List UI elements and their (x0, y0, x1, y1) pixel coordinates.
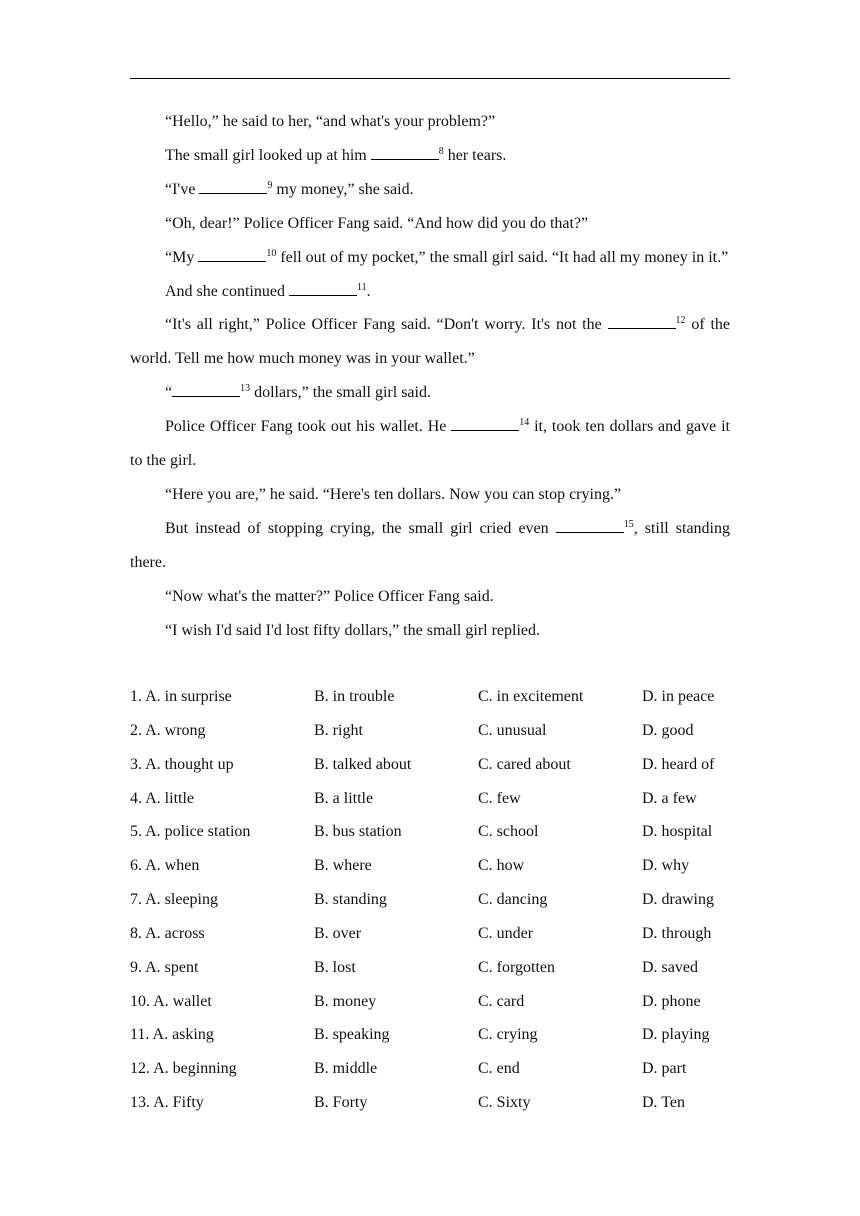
answer-blank[interactable] (371, 147, 439, 160)
paragraph-text: dollars,” the small girl said. (250, 384, 431, 402)
blank-number: 14 (519, 417, 530, 429)
answer-option[interactable]: D. drawing (642, 891, 714, 909)
passage-paragraph (130, 105, 730, 139)
blank-number: 15 (623, 518, 634, 530)
blank-number: 8 (438, 145, 444, 157)
answer-option[interactable]: D. through (642, 924, 712, 942)
answer-option[interactable]: D. hospital (642, 823, 713, 841)
paragraph-text: “I wish I'd said I'd lost fifty dollars,” the small girl replied. (165, 621, 541, 639)
answer-option[interactable]: D. good (642, 721, 694, 739)
answer-option[interactable]: 9. A. spent (130, 958, 199, 976)
answer-blank[interactable] (198, 249, 266, 262)
answer-option[interactable]: 7. A. sleeping (130, 891, 218, 909)
answer-option[interactable]: 1. A. in surprise (130, 688, 232, 705)
answer-option[interactable]: B. talked about (314, 755, 412, 773)
question-options-row (130, 951, 750, 985)
blank-number: 10 (266, 247, 277, 259)
passage-paragraph (130, 410, 730, 478)
paragraph-text: , still standing there. (130, 519, 730, 571)
paragraph-text: fell out of my pocket,” the small girl said. “It had all my money in it.” (276, 248, 729, 266)
answer-option[interactable]: D. saved (642, 958, 698, 976)
answer-option[interactable]: B. bus station (314, 823, 402, 841)
header-rule (130, 78, 730, 79)
question-options-row (130, 714, 750, 748)
answer-option[interactable]: B. lost (314, 958, 356, 976)
answer-option[interactable]: B. over (314, 924, 362, 942)
answer-option[interactable]: 3. A. thought up (130, 755, 234, 773)
answer-option[interactable]: 2. A. wrong (130, 721, 206, 739)
answer-option[interactable]: C. cared about (478, 755, 571, 773)
story-passage (130, 105, 730, 648)
answer-option[interactable]: C. dancing (478, 891, 548, 909)
answer-option[interactable]: C. under (478, 924, 534, 942)
question-options-row (130, 849, 750, 883)
passage-paragraph (130, 478, 730, 512)
answer-option[interactable]: B. standing (314, 891, 387, 909)
paragraph-text: Police Officer Fang took out his wallet. He (165, 418, 452, 436)
question-options-row (130, 815, 750, 849)
answer-blank[interactable] (289, 283, 357, 296)
paragraph-text: “Oh, dear!” Police Officer Fang said. “And how did you do that?” (165, 214, 589, 232)
passage-paragraph (130, 139, 730, 173)
answer-option[interactable]: B. Forty (314, 1094, 368, 1112)
paragraph-text: “Now what's the matter?” Police Officer Fang said. (165, 587, 494, 605)
question-options-row (130, 748, 750, 782)
question-options-row (130, 680, 750, 714)
paragraph-text: my money,” she said. (272, 180, 414, 198)
answer-option[interactable]: 5. A. police station (130, 823, 251, 841)
passage-paragraph (130, 173, 730, 207)
blank-number: 13 (240, 383, 251, 395)
answer-option[interactable]: C. few (478, 789, 521, 807)
answer-option[interactable]: 12. A. beginning (130, 1060, 237, 1078)
answer-option[interactable]: B. middle (314, 1060, 378, 1078)
passage-paragraph (130, 308, 730, 376)
answer-blank[interactable] (556, 520, 624, 533)
blank-number: 9 (267, 179, 273, 191)
paragraph-text: . (366, 282, 371, 300)
paragraph-text: “My (165, 248, 199, 266)
answer-blank[interactable] (608, 316, 676, 329)
paragraph-text: “Hello,” he said to her, “and what's your problem?” (165, 113, 496, 130)
answer-option[interactable]: B. right (314, 721, 363, 739)
answer-option[interactable]: B. speaking (314, 1026, 390, 1044)
answer-option[interactable]: C. how (478, 857, 525, 875)
answer-option[interactable]: C. Sixty (478, 1094, 531, 1112)
answer-option[interactable]: C. card (478, 992, 525, 1010)
passage-paragraph (130, 614, 730, 648)
paragraph-text: But instead of stopping crying, the small girl cried even (165, 519, 556, 537)
question-options-row (130, 1052, 750, 1086)
passage-paragraph (130, 376, 730, 410)
answer-option[interactable]: 10. A. wallet (130, 992, 212, 1010)
answer-option[interactable]: C. forgotten (478, 958, 556, 976)
answer-option[interactable]: B. where (314, 857, 372, 875)
answer-option[interactable]: C. crying (478, 1026, 538, 1044)
question-options-row (130, 917, 750, 951)
answer-blank[interactable] (172, 384, 240, 397)
paragraph-text: The small girl looked up at him (165, 146, 371, 164)
paragraph-text: “I've (165, 180, 200, 198)
answer-blank[interactable] (451, 418, 519, 431)
passage-paragraph (130, 512, 730, 580)
paragraph-text: of the world. Tell me how much money was in your wallet.” (130, 316, 730, 368)
question-options-row (130, 985, 750, 1019)
blank-number: 12 (675, 315, 686, 327)
question-options-row (130, 883, 750, 917)
passage-paragraph (130, 580, 730, 614)
answer-option[interactable]: C. unusual (478, 721, 547, 739)
answer-option[interactable]: D. heard of (642, 755, 715, 773)
answer-option[interactable]: B. in trouble (314, 688, 395, 705)
answer-option[interactable]: D. why (642, 857, 690, 875)
answer-option[interactable]: D. playing (642, 1026, 710, 1044)
answer-option[interactable]: 13. A. Fifty (130, 1094, 204, 1112)
paragraph-text: “Here you are,” he said. “Here's ten dollars. Now you can stop crying.” (165, 485, 622, 503)
paragraph-text: “It's all right,” Police Officer Fang said. “Don't worry. It's not the (165, 316, 608, 334)
question-options-row (130, 1018, 750, 1052)
answer-option[interactable]: 8. A. across (130, 924, 205, 942)
answer-option[interactable]: D. in peace (642, 688, 715, 705)
answer-option[interactable]: 6. A. when (130, 857, 200, 875)
answer-option[interactable]: B. a little (314, 789, 374, 807)
blank-number: 11 (356, 281, 367, 293)
paragraph-text: it, took ten dollars and gave it to the girl. (130, 418, 731, 470)
answer-option[interactable]: D. a few (642, 789, 697, 807)
answer-option[interactable]: D. phone (642, 992, 701, 1010)
passage-paragraph (130, 275, 730, 309)
paragraph-text: “ (165, 384, 173, 402)
passage-paragraph (130, 241, 730, 275)
passage-paragraph (130, 207, 730, 241)
answer-options (130, 680, 750, 1120)
answer-option[interactable]: C. school (478, 823, 539, 841)
answer-option[interactable]: 11. A. asking (130, 1026, 214, 1044)
answer-option[interactable]: D. Ten (642, 1094, 686, 1112)
answer-option[interactable]: B. money (314, 992, 377, 1010)
question-options-row (130, 1086, 750, 1120)
answer-blank[interactable] (199, 181, 267, 194)
paragraph-text: her tears. (443, 146, 507, 164)
answer-option[interactable]: C. end (478, 1060, 520, 1078)
answer-option[interactable]: C. in excitement (478, 688, 584, 705)
question-options-row (130, 782, 750, 816)
paragraph-text: And she continued (165, 282, 289, 300)
answer-option[interactable]: D. part (642, 1060, 687, 1078)
answer-option[interactable]: 4. A. little (130, 789, 194, 807)
